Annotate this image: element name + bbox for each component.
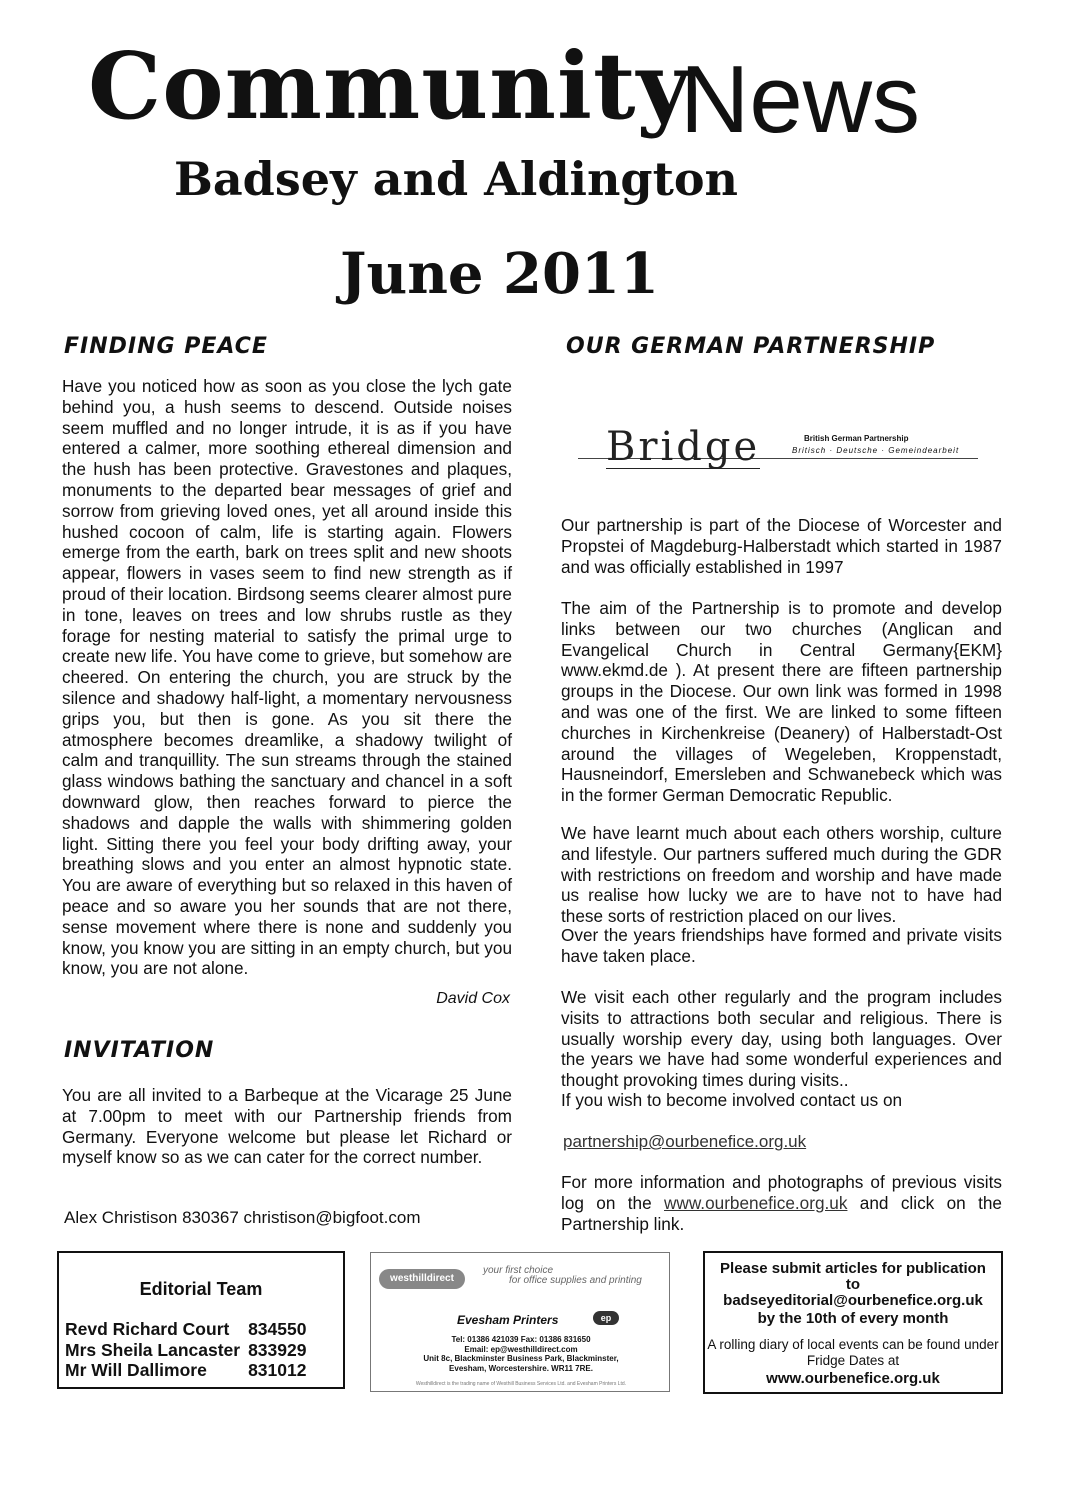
editorial-team-table [65, 1319, 314, 1381]
printer-contact-info [391, 1335, 651, 1373]
member-name: Revd Richard Court [65, 1319, 230, 1339]
submit-instructions [705, 1261, 1001, 1327]
printer-tel-fax: Tel: 01386 421039 Fax: 01386 831650 [451, 1335, 591, 1344]
masthead-title-community: Community [88, 32, 691, 140]
westhill-badge: westhilldirect [379, 1269, 465, 1289]
fridge-dates-note: A rolling diary of local events can be found under Fridge Dates at [707, 1337, 999, 1368]
partnership-p4: Over the years friendships have formed and private visits have taken place. [561, 925, 1002, 966]
member-name: Mrs Sheila Lancaster [65, 1339, 241, 1360]
benefice-website-link[interactable]: www.ourbenefice.org.uk [664, 1192, 848, 1213]
logo-brand: Bridge [606, 424, 761, 470]
invitation-contact: Alex Christison 830367 christison@bigfoot.com [64, 1208, 421, 1227]
issue-date: June 2011 [340, 241, 659, 307]
printer-name: Evesham Printers [457, 1313, 559, 1327]
finding-peace-author: David Cox [436, 990, 510, 1007]
submit-deadline: by the 10th of every month [757, 1310, 949, 1327]
german-partnership-heading: OUR GERMAN PARTNERSHIP [566, 334, 936, 359]
finding-peace-heading: FINDING PEACE [64, 334, 268, 359]
printer-address-2: Evesham, Worcestershire. WR11 7RE. [449, 1363, 593, 1373]
finding-peace-body: Have you noticed how as soon as you close the lych gate behind you, a hush seems to descend. Outside noises seem muffled and no longer intrude, it is as if you have entered a calmer, more soothing ethereal dimension and the hush has been protective. Gravestones and plaques, monuments to the departed bear messages of grief and sorrow from grieving loved ones, yet all around inside this hushed cocoon of calm, life is starting again. Flowers emerge from the earth, bark on trees split and new shoots appear, flowers in vases seem to find new strength as if proud of their location. Birdsong seems clearer almost pure in tone, leaves on trees and low shrubs rustle as they forage for nesting material to satisfy the primal urge to create new life. You have come to grieve, but somehow are cheered. On entering the church, you are struck by the silence and shadowy half-light, a momentary nervousness grips you, but then is gone. As you sit there the atmosphere becomes dreamlike, a shadowy twilight of calm and tranquillity. The sun streams through the stained glass windows bathing the sanctuary and chancel in a soft downward glow, then reaches forward to pierce the shadows and dapple the walls with shimmering golden light. Sitting there you feel your body drifting away, your breathing slows and you enter an almost hypnotic state. You are aware of everything but so relaxed in this haven of peace and so aware you her sounds that are not there, sense movement where there is none and suddenly you know, you know you are sitting in an empty church, but you know, you are not alone. [62, 376, 513, 979]
submit-line-1: Please submit articles for publication [720, 1260, 986, 1277]
table-row [65, 1360, 314, 1381]
partnership-p7-after: and click on the Partnership link. [561, 1192, 1002, 1234]
partnership-p7 [561, 1172, 1002, 1234]
ep-logo-icon: ep [593, 1311, 619, 1325]
invitation-body: You are all invited to a Barbeque at the Vicarage 25 June at 7.00pm to meet with our Partnership friends from Germany. Everyone welcome but please let Richard or myself know so as we can cater for the correct number. [62, 1085, 512, 1168]
logo-tagline-en: British German Partnership [804, 434, 909, 443]
bridge-logo [578, 426, 998, 468]
submit-articles-box [703, 1251, 1003, 1394]
partnership-p5: We visit each other regularly and the program includes visits to attractions both secular and religious. There is usually worship every day, using both languages. Over the years we have had some wonderful experiences and thought provoking times during visits.. [561, 987, 1002, 1091]
member-phone: 831012 [248, 1360, 307, 1380]
member-name: Mr Will Dallimore [65, 1360, 207, 1380]
printer-slogan-2: for office supplies and printing [509, 1275, 642, 1286]
table-row [65, 1340, 314, 1361]
partnership-p7-before: For more information and photographs of previous visits log on the [561, 1172, 1002, 1213]
partnership-p2: The aim of the Partnership is to promote and develop links between our two churches (Anglican and Evangelical Church in Central Germany{EKM} www.ekmd.de ). At present there are fifteen partnership groups in the Diocese. Our own link was formed in 1998 and was one of the first. We are linked to some fifteen churches in Kirchenkreise (Deanery) of Halberstadt-Ost around the villages of Wegeleben, Kroppenstadt, Hausneindorf, Emersleben and Schwanebeck which was in the former German Democratic Republic. [561, 598, 1002, 806]
member-phone: 834550 [248, 1319, 307, 1339]
printer-email: Email: ep@westhilldirect.com [464, 1344, 578, 1354]
masthead-title-news: News [680, 46, 921, 153]
invitation-heading: INVITATION [64, 1038, 215, 1063]
editorial-team-box [57, 1251, 345, 1389]
partnership-p3: We have learnt much about each others worship, culture and lifestyle. Our partners suffered much during the GDR with restrictions on freedom and worship and have made us realise how lucky we are to have not to have had these sorts of restriction placed on our lives. [561, 823, 1002, 927]
submit-website-link[interactable]: www.ourbenefice.org.uk [766, 1370, 940, 1387]
submit-line-2: to [845, 1276, 861, 1293]
printer-address-1: Unit 8c, Blackminster Business Park, Blackminster, [423, 1354, 619, 1363]
member-phone: 833929 [248, 1339, 307, 1360]
table-row [65, 1319, 314, 1340]
partnership-p1: Our partnership is part of the Diocese of Worcester and Propstei of Magdeburg-Halberstadt which started in 1987 and was officially established in 1997 [561, 515, 1002, 577]
partnership-email-link[interactable]: partnership@ourbenefice.org.uk [563, 1132, 807, 1151]
printer-advert [370, 1252, 670, 1392]
submit-email[interactable]: badseyeditorial@ourbenefice.org.uk [723, 1292, 983, 1309]
printer-footer: Westhilldirect is the trading name of Westhill Business Services Ltd. and Evesham Printers Ltd. [415, 1381, 627, 1387]
logo-tagline-de: Britisch · Deutsche · Gemeindearbeit [792, 446, 960, 455]
partnership-p6: If you wish to become involved contact us on [561, 1090, 903, 1110]
editorial-team-title: Editorial Team [139, 1279, 263, 1299]
masthead-subtitle: Badsey and Aldington [174, 152, 738, 206]
printer-slogan-1: your first choice [483, 1265, 554, 1276]
